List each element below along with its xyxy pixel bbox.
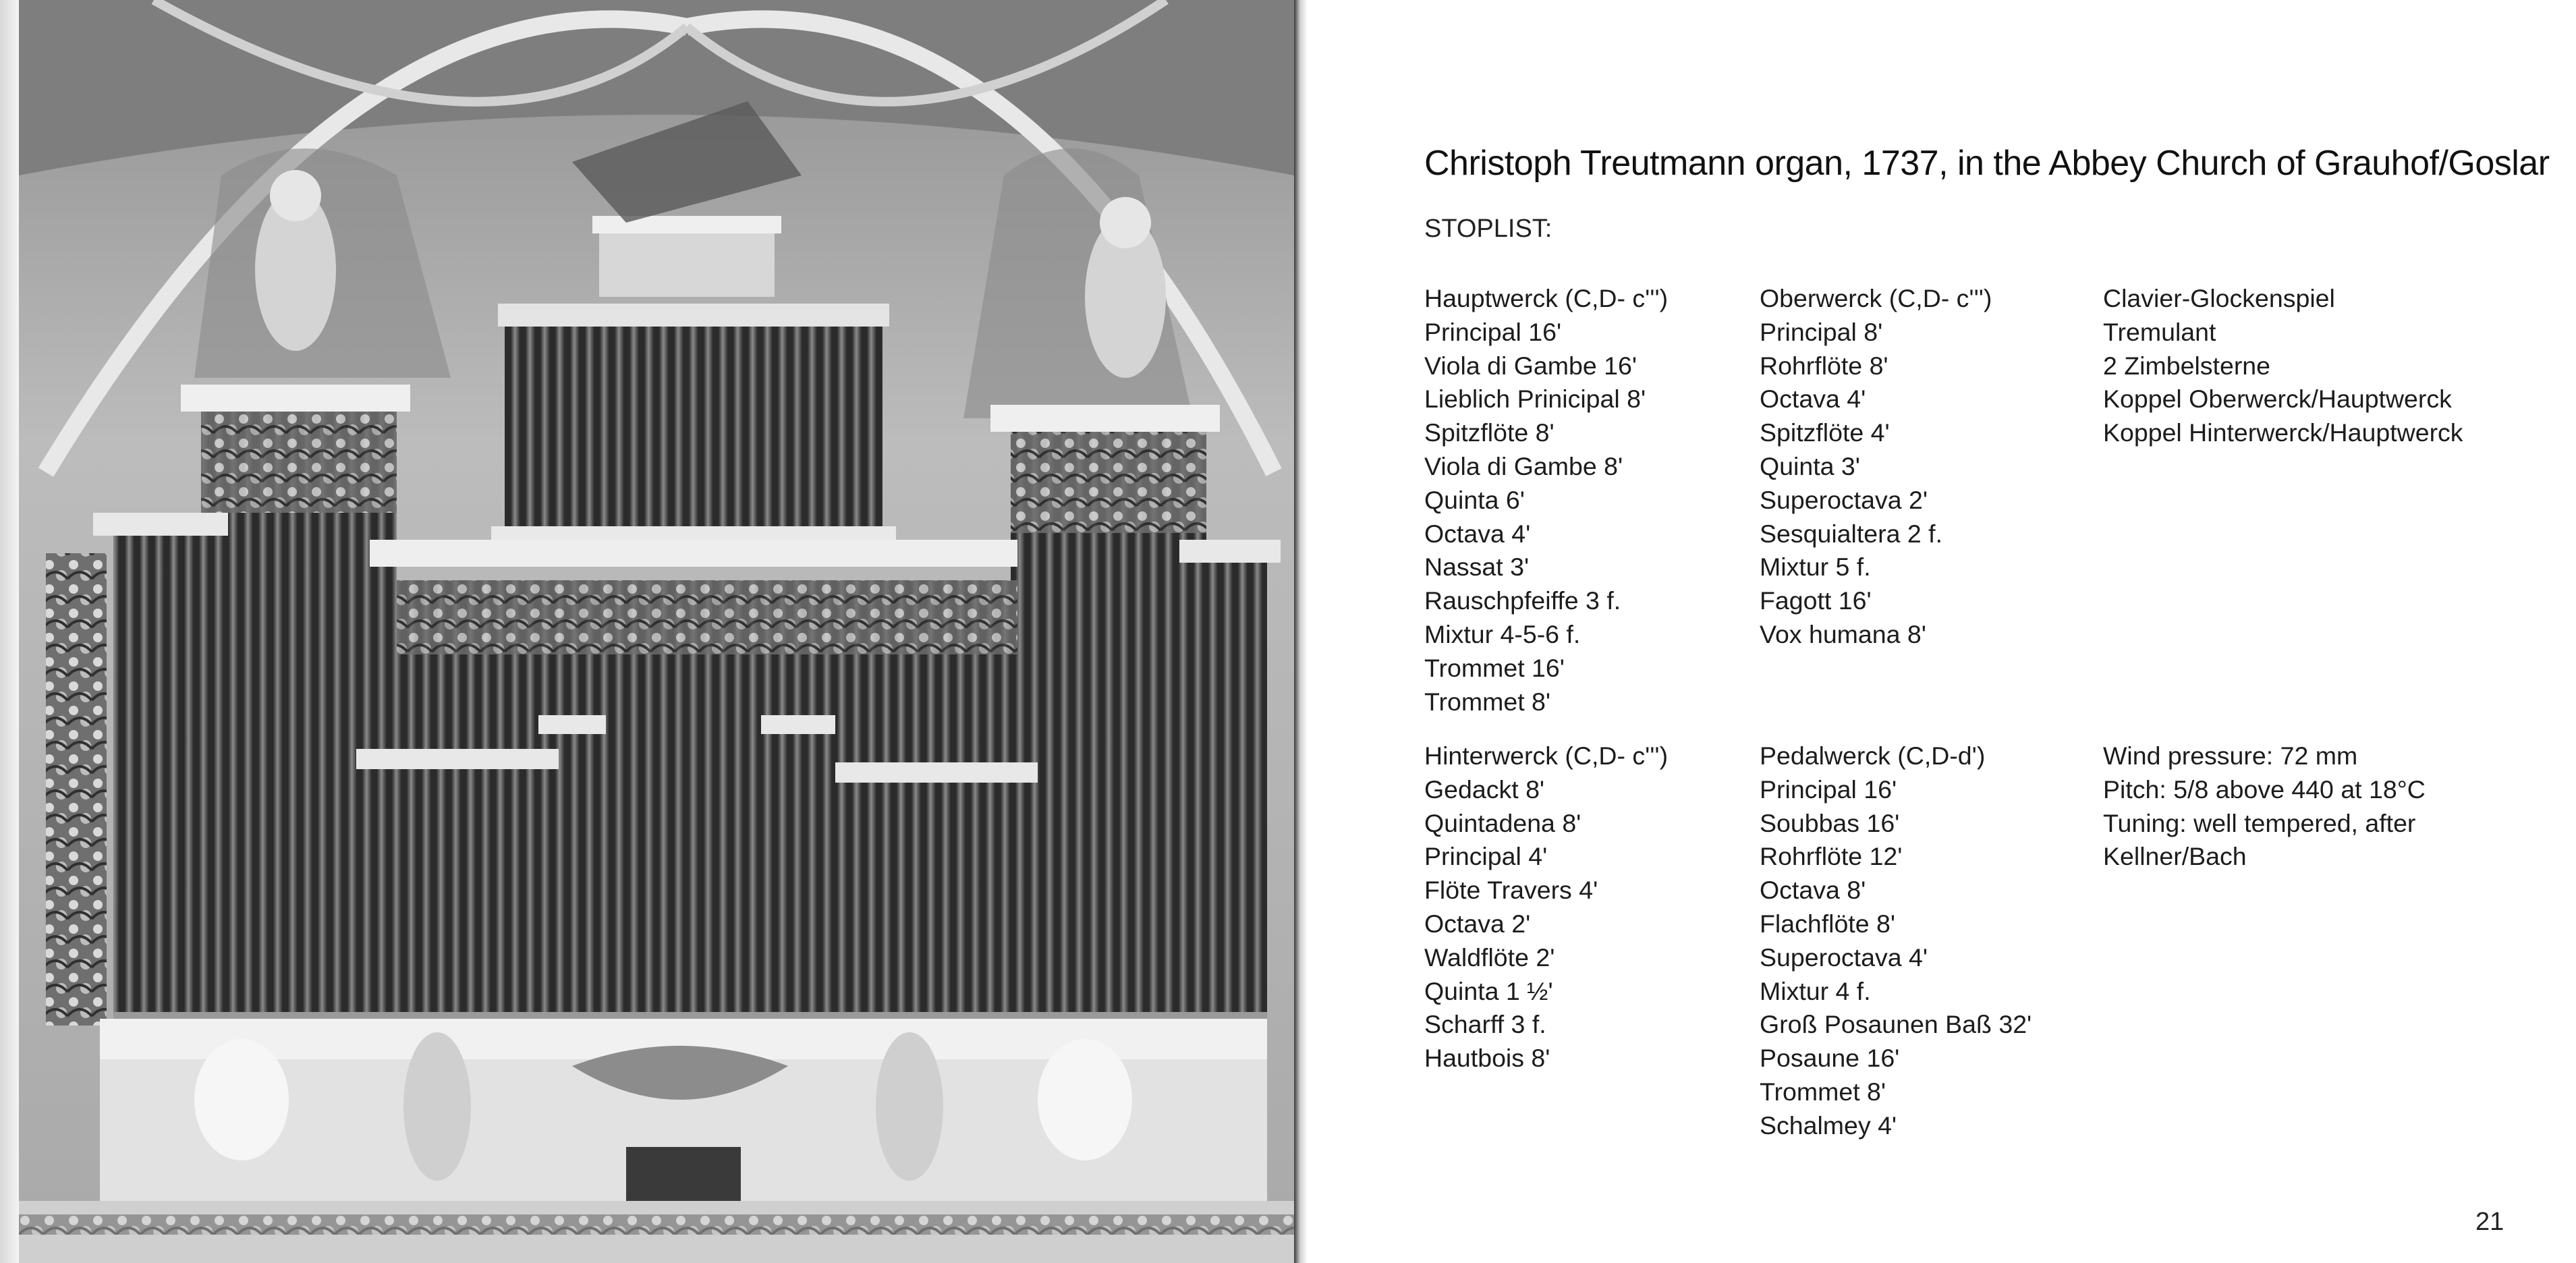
stop-item: Octava 4' bbox=[1760, 385, 1866, 414]
stop-item: Fagott 16' bbox=[1760, 586, 1872, 615]
division-heading: Pedalwerck (C,D-d') bbox=[1760, 741, 1986, 770]
stop-item: Principal 16' bbox=[1760, 775, 1897, 804]
stop-item: Sesquialtera 2 f. bbox=[1760, 519, 1942, 548]
stop-item: Scharff 3 f. bbox=[1424, 1010, 1546, 1039]
stop-item: Schalmey 4' bbox=[1760, 1111, 1897, 1140]
stop-item: Trommet 8' bbox=[1424, 687, 1551, 716]
stop-item: Quinta 1 ½' bbox=[1424, 976, 1553, 1005]
stop-item: Mixtur 4 f. bbox=[1760, 976, 1871, 1005]
accessory-item: 2 Zimbelsterne bbox=[2103, 351, 2271, 380]
stop-item: Soubbas 16' bbox=[1760, 808, 1900, 837]
pedalwerck-column bbox=[1760, 739, 2032, 1143]
division-heading: Hauptwerck (C,D- c''') bbox=[1424, 284, 1669, 312]
page-title: Christoph Treutmann organ, 1737, in the Abbey Church of Grauhof/Goslar bbox=[1424, 144, 2550, 183]
technical-item: Kellner/Bach bbox=[2103, 842, 2247, 871]
stop-item: Flöte Travers 4' bbox=[1424, 876, 1598, 905]
stop-item: Spitzflöte 8' bbox=[1424, 418, 1555, 447]
stop-item: Viola di Gambe 16' bbox=[1424, 351, 1637, 380]
stop-item: Flachflöte 8' bbox=[1760, 909, 1896, 938]
stop-item: Octava 2' bbox=[1424, 909, 1531, 938]
stop-item: Rohrflöte 12' bbox=[1760, 842, 1903, 871]
hinterwerck-column bbox=[1424, 739, 1668, 1075]
accessory-item: Tremulant bbox=[2103, 317, 2216, 346]
hauptwerck-column bbox=[1424, 282, 1668, 719]
section-label: STOPLIST: bbox=[1424, 215, 1552, 243]
stop-item: Spitzflöte 4' bbox=[1760, 418, 1890, 447]
stop-item: Rauschpfeiffe 3 f. bbox=[1424, 586, 1621, 615]
division-heading: Hinterwerck (C,D- c''') bbox=[1424, 741, 1669, 770]
stop-item: Lieblich Prinicipal 8' bbox=[1424, 385, 1646, 414]
technical-item: Pitch: 5/8 above 440 at 18°C bbox=[2103, 775, 2426, 804]
stoplist-page bbox=[1308, 0, 2576, 1263]
stop-item: Nassat 3' bbox=[1424, 553, 1530, 582]
stop-item: Groß Posaunen Baß 32' bbox=[1760, 1010, 2032, 1039]
stop-item: Rohrflöte 8' bbox=[1760, 351, 1888, 380]
division-heading: Oberwerck (C,D- c''') bbox=[1760, 284, 1992, 312]
stop-item: Quintadena 8' bbox=[1424, 808, 1581, 837]
accessory-item: Koppel Hinterwerck/Hauptwerck bbox=[2103, 418, 2463, 447]
technical-item: Tuning: well tempered, after bbox=[2103, 808, 2416, 837]
technical-column bbox=[2103, 739, 2426, 874]
stop-item: Superoctava 4' bbox=[1760, 943, 1928, 972]
page-number: 21 bbox=[2475, 1208, 2504, 1236]
organ-photograph bbox=[19, 0, 1294, 1263]
accessory-item: Clavier-Glockenspiel bbox=[2103, 284, 2335, 312]
stop-item: Trommet 8' bbox=[1760, 1077, 1886, 1106]
accessories-column bbox=[2103, 282, 2463, 450]
stop-item: Principal 16' bbox=[1424, 317, 1562, 346]
stop-item: Mixtur 4-5-6 f. bbox=[1424, 619, 1581, 648]
technical-item: Wind pressure: 72 mm bbox=[2103, 741, 2358, 770]
page-edge bbox=[0, 0, 19, 1263]
stop-item: Principal 8' bbox=[1760, 317, 1883, 346]
stop-item: Octava 4' bbox=[1424, 519, 1531, 548]
stop-item: Mixtur 5 f. bbox=[1760, 553, 1871, 582]
stop-item: Octava 8' bbox=[1760, 876, 1866, 905]
oberwerck-column bbox=[1760, 282, 1992, 652]
stop-item: Quinta 3' bbox=[1760, 451, 1860, 480]
stop-item: Gedackt 8' bbox=[1424, 775, 1545, 804]
stop-item: Waldflöte 2' bbox=[1424, 943, 1555, 972]
accessory-item: Koppel Oberwerck/Hauptwerck bbox=[2103, 385, 2452, 414]
stop-item: Trommet 16' bbox=[1424, 653, 1565, 682]
stop-item: Vox humana 8' bbox=[1760, 619, 1926, 648]
spine-gutter bbox=[1294, 0, 1308, 1263]
stop-item: Viola di Gambe 8' bbox=[1424, 451, 1623, 480]
stop-item: Quinta 6' bbox=[1424, 485, 1525, 514]
stop-item: Superoctava 2' bbox=[1760, 485, 1928, 514]
stop-item: Principal 4' bbox=[1424, 842, 1548, 871]
stop-item: Posaune 16' bbox=[1760, 1044, 1900, 1073]
stop-item: Hautbois 8' bbox=[1424, 1044, 1550, 1073]
